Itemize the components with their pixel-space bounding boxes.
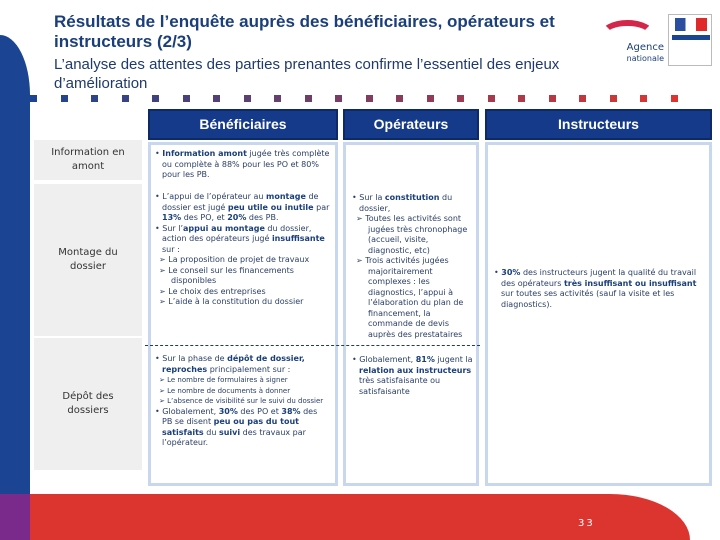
row-label-info: Information en amont: [34, 140, 142, 180]
decorative-dot: [396, 95, 403, 102]
decorative-dot: [30, 95, 37, 102]
header-beneficiaires: Bénéficiaires: [148, 109, 338, 140]
list-item: ➢ Le conseil sur les financements disponibles: [159, 265, 294, 285]
ben-montage-text: • L’appui de l’opérateur au montage de dossier est jugé peu utile ou inutile par 13% des PO, et 20% des PB. • Sur l’appui au montage du dossier, action des opérateurs jugé insuffisante sur : ➢ La proposition de projet de travaux ➢ Le conseil sur les financements disponibles ➢ Le choix des entreprises ➢ L’aide à la constitution du dossier: [155, 192, 330, 306]
ben-info-text: • Information amont jugée très complète ou complète à 88% pour les PO et 80% pour les PB.: [155, 149, 330, 179]
decorative-dot: [549, 95, 556, 102]
decorative-dot: [213, 95, 220, 102]
inst-text: • 30% des instructeurs jugent la qualité du travail des opérateurs très insuffisant ou insuffisant sur toutes ses activités (sauf la visite et les diagnostics).: [494, 268, 697, 309]
list-item: ➢ La proposition de projet de travaux: [159, 255, 310, 264]
footer-band: [30, 494, 690, 540]
decorative-dot: [244, 95, 251, 102]
list-item: ➢ Trois activités jugées majoritairement complexes : les diagnostics, l’appui à l’élaboration du plan de financement, la commande de devis auprès des prestataires: [356, 256, 464, 339]
decorative-corner: [0, 494, 30, 540]
ben-depot-text: • Sur la phase de dépôt de dossier, reproches principalement sur : ➢ Le nombre de formulaires à signer ➢ Le nombre de documents à donner ➢ L’absence de visibilité sur le suivi du dossier • Globalement, 30% des PO et 38% des PB se disent peu ou pas du tout satisfaits du suivi des travaux par l’opérateur.: [155, 354, 330, 449]
decorative-dot: [61, 95, 68, 102]
slide-title: Résultats de l’enquête auprès des bénéficiaires, opérateurs et instructeurs (2/3): [54, 12, 555, 51]
decorative-dot: [427, 95, 434, 102]
list-item: ➢ Le nombre de formulaires à signer: [159, 376, 288, 384]
decorative-dot: [579, 95, 586, 102]
slide-subtitle: L’analyse des attentes des parties prenantes confirme l’essentiel des enjeux d’amélioration: [54, 56, 560, 92]
decorative-dot: [518, 95, 525, 102]
decorative-dot: [122, 95, 129, 102]
decorative-dot: [671, 95, 678, 102]
decorative-dot: [335, 95, 342, 102]
decorative-dot: [183, 95, 190, 102]
row-label-montage: Montage du dossier: [34, 184, 142, 336]
decorative-left-band: [0, 35, 30, 495]
list-item: ➢ L’absence de visibilité sur le suivi du dossier: [159, 397, 324, 405]
column-instructeurs: [485, 142, 712, 486]
header-operateurs: Opérateurs: [343, 109, 479, 140]
decorative-dot: [91, 95, 98, 102]
decorative-dot: [610, 95, 617, 102]
list-item: ➢ Toutes les activités sont jugées très chronophage (accueil, visite, diagnostic, etc): [356, 214, 468, 255]
decorative-dot: [305, 95, 312, 102]
decorative-dot: [640, 95, 647, 102]
list-item: ➢ L’aide à la constitution du dossier: [159, 297, 304, 306]
decorative-dot: [274, 95, 281, 102]
decorative-dot: [152, 95, 159, 102]
decorative-dot: [488, 95, 495, 102]
list-item: ➢ Le nombre de documents à donner: [159, 386, 291, 395]
decorative-dot: [366, 95, 373, 102]
decorative-dot: [457, 95, 464, 102]
header-instructeurs: Instructeurs: [485, 109, 712, 140]
page-number: 33: [578, 518, 595, 529]
list-item: ➢ Le choix des entreprises: [159, 286, 266, 296]
row-label-depot: Dépôt des dossiers: [34, 338, 142, 470]
decorative-dots: [30, 95, 720, 103]
anah-logo: Agence nationale: [600, 30, 664, 52]
row-divider: [145, 345, 480, 346]
republique-francaise-logo: [668, 14, 712, 66]
op-montage-text: • Sur la constitution du dossier, ➢ Toutes les activités sont jugées très chronophage (accueil, visite, diagnostic, etc) ➢ Trois activités jugées majoritairement complexes : les diagnostics, l’appui à l’élaboration du plan de financement, la commande de devis auprès des prestataires: [352, 193, 474, 340]
op-depot-text: • Globalement, 81% jugent la relation aux instructeurs très satisfaisante ou satisfaisante: [352, 355, 473, 396]
